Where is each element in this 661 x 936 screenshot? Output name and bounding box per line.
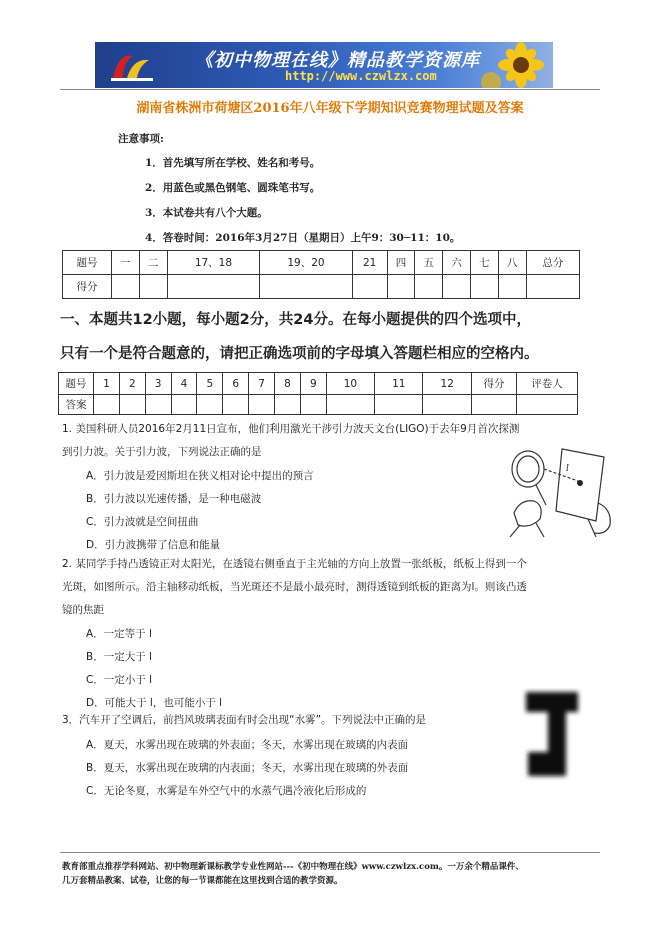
section-1-line-2: 只有一个是符合题意的，请把正确选项前的字母填入答题栏相应的空格内。 xyxy=(60,346,539,362)
question-1-line-2: 到引力波。关于引力波，下列说法正确的是 xyxy=(62,446,262,458)
question-3-option-c: C．无论冬夏，水雾是车外空气中的水蒸气遇冷液化后形成的 xyxy=(86,785,367,797)
notes-heading: 注意事项: xyxy=(118,133,164,145)
answer-header-cell: 9 xyxy=(300,373,326,395)
score-header-cell: 总分 xyxy=(526,251,579,275)
header-banner xyxy=(95,42,553,88)
sunflower-icon xyxy=(481,42,551,88)
score-cell[interactable] xyxy=(387,275,415,299)
score-header-cell: 19、20 xyxy=(260,251,353,275)
answer-cell[interactable] xyxy=(249,395,275,415)
answer-header-cell: 12 xyxy=(423,373,472,395)
answer-row-label: 答案 xyxy=(59,395,94,415)
answer-table xyxy=(58,372,578,415)
score-table xyxy=(62,250,580,299)
question-2-line-2: 光斑，如图所示。沿主轴移动纸板，当光斑还不是最小最亮时，测得透镜到纸板的距离为l。则该凸透 xyxy=(62,581,527,593)
note-item-2: 2．用蓝色或黑色钢笔、圆珠笔书写。 xyxy=(145,182,321,194)
score-cell[interactable] xyxy=(498,275,526,299)
footer xyxy=(62,860,602,888)
blurred-stamp-icon xyxy=(520,688,590,788)
answer-cell[interactable] xyxy=(326,395,374,415)
answer-cell[interactable] xyxy=(517,395,578,415)
score-cell[interactable] xyxy=(415,275,443,299)
answer-header-cell: 评卷人 xyxy=(517,373,578,395)
score-cell[interactable] xyxy=(112,275,140,299)
question-1-line-1: 1. 美国科研人员2016年2月11日宣布，他们利用激光干涉引力波天文台(LIGO)于去年9月首次探测 xyxy=(62,423,520,435)
score-header-cell: 17、18 xyxy=(167,251,260,275)
answer-cell[interactable] xyxy=(375,395,423,415)
answer-header-cell: 7 xyxy=(249,373,275,395)
question-2-line-3: 镜的焦距 xyxy=(62,604,104,616)
site-logo-icon xyxy=(109,48,157,84)
top-divider xyxy=(60,89,600,90)
answer-header-cell: 8 xyxy=(275,373,301,395)
note-item-3: 3．本试卷共有八个大题。 xyxy=(145,207,268,219)
question-2-option-c: C．一定小于 l xyxy=(86,674,153,686)
answer-table-answer-row xyxy=(59,395,578,415)
answer-cell[interactable] xyxy=(275,395,301,415)
score-cell[interactable] xyxy=(471,275,499,299)
section-1-line-1: 一、本题共12小题，每小题2分，共24分。在每小题提供的四个选项中， xyxy=(60,312,531,328)
question-2-line-1: 2. 某同学手持凸透镜正对太阳光，在透镜右侧垂直于主光轴的方向上放置一张纸板，纸板上得到一个 xyxy=(62,558,527,570)
note-item-4: 4．答卷时间：2016年3月27日（星期日）上午9：30─11：10。 xyxy=(145,232,461,244)
question-1-option-b: B．引力波以光速传播，是一种电磁波 xyxy=(86,493,262,505)
score-header-cell: 六 xyxy=(443,251,471,275)
answer-cell[interactable] xyxy=(423,395,472,415)
lens-paper-figure xyxy=(500,443,618,537)
note-item-1: 1．首先填写所在学校、姓名和考号。 xyxy=(145,157,321,169)
answer-cell[interactable] xyxy=(197,395,223,415)
figure-distance-label: l xyxy=(566,464,569,474)
score-header-cell: 四 xyxy=(387,251,415,275)
document-title: 湖南省株洲市荷塘区2016年八年级下学期知识竞赛物理试题及答案 xyxy=(136,101,524,116)
score-header-cell: 21 xyxy=(352,251,387,275)
score-row-label: 得分 xyxy=(63,275,112,299)
section-1-heading xyxy=(60,305,590,369)
answer-cell[interactable] xyxy=(300,395,326,415)
answer-header-cell: 10 xyxy=(326,373,374,395)
question-3-line-1: 3．汽车开了空调后，前挡风玻璃表面有时会出现“水雾”。下列说法中正确的是 xyxy=(62,714,427,726)
score-header-cell: 七 xyxy=(471,251,499,275)
footer-line-2: 几万套精品教案、试卷，让您的每一节课都能在这里找到合适的教学资源。 xyxy=(62,876,343,886)
score-cell[interactable] xyxy=(260,275,353,299)
banner-title: 《初中物理在线》精品教学资源库 xyxy=(195,50,480,71)
score-cell[interactable] xyxy=(139,275,167,299)
answer-cell[interactable] xyxy=(223,395,249,415)
answer-header-cell: 6 xyxy=(223,373,249,395)
question-3-option-a: A．夏天，水雾出现在玻璃的外表面；冬天，水雾出现在玻璃的内表面 xyxy=(86,739,409,751)
score-header-cell: 题号 xyxy=(63,251,112,275)
question-2-option-a: A．一定等于 l xyxy=(86,628,152,640)
answer-cell[interactable] xyxy=(119,395,145,415)
question-2-option-d: D．可能大于 l，也可能小于 l xyxy=(86,697,223,709)
score-cell[interactable] xyxy=(352,275,387,299)
answer-header-cell: 4 xyxy=(171,373,197,395)
answer-header-cell: 3 xyxy=(145,373,171,395)
banner-url: http://www.czwlzx.com xyxy=(285,69,437,83)
answer-header-cell: 11 xyxy=(375,373,423,395)
footer-line-1: 教育部重点推荐学科网站、初中物理新课标教学专业性网站---《初中物理在线》www.czwlzx.com。一万余个精品课件、 xyxy=(62,862,524,872)
score-table-score-row xyxy=(63,275,580,299)
score-header-cell: 二 xyxy=(139,251,167,275)
question-1-option-d: D．引力波携带了信息和能量 xyxy=(86,539,221,551)
answer-header-cell: 得分 xyxy=(472,373,517,395)
score-header-cell: 五 xyxy=(415,251,443,275)
answer-cell[interactable] xyxy=(94,395,120,415)
answer-table-header-row xyxy=(59,373,578,395)
answer-cell[interactable] xyxy=(472,395,517,415)
question-1-option-c: C．引力波就是空间扭曲 xyxy=(86,516,199,528)
score-header-cell: 一 xyxy=(112,251,140,275)
answer-header-cell: 5 xyxy=(197,373,223,395)
bottom-divider xyxy=(60,852,600,853)
answer-cell[interactable] xyxy=(145,395,171,415)
answer-header-cell: 题号 xyxy=(59,373,94,395)
question-3-option-b: B．夏天，水雾出现在玻璃的内表面；冬天，水雾出现在玻璃的外表面 xyxy=(86,762,409,774)
question-2-option-b: B．一定大于 l xyxy=(86,651,152,663)
score-header-cell: 八 xyxy=(498,251,526,275)
score-cell[interactable] xyxy=(443,275,471,299)
score-cell[interactable] xyxy=(167,275,260,299)
answer-cell[interactable] xyxy=(171,395,197,415)
answer-header-cell: 2 xyxy=(119,373,145,395)
question-1-option-a: A．引力波是爱因斯坦在狭义相对论中提出的预言 xyxy=(86,470,314,482)
answer-header-cell: 1 xyxy=(94,373,120,395)
score-table-header-row xyxy=(63,251,580,275)
score-cell[interactable] xyxy=(526,275,579,299)
